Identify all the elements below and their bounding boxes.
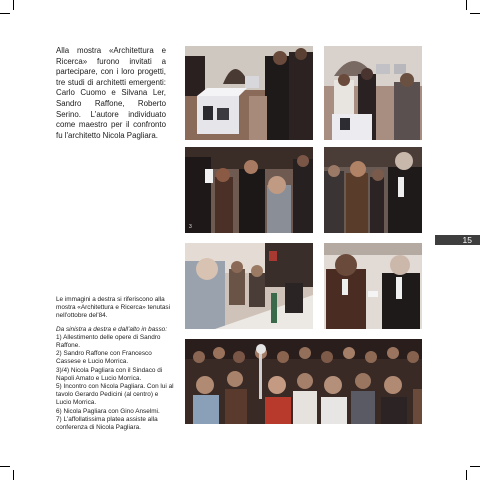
- caption-list: [56, 334, 174, 432]
- crop-mark: [466, 470, 467, 480]
- intro-paragraph: Alla mostra «Architettura e Ricerca» furono invitati a partecipare, con i loro progetti, tre studi di architetti emergenti: Carlo Cuomo e Silvana Ler, Sandro Raffone, Roberto Serino. L'autore individuato come maestro per il confronto fu l'architetto Nicola Pagliara.: [56, 46, 166, 140]
- photo-conference-table: [185, 243, 313, 329]
- caption-item: 2) Sandro Raffone con Francesco Cassese e Lucio Morrica.: [56, 350, 152, 366]
- crop-mark: [470, 13, 480, 14]
- caption-item: 5) Incontro con Nicola Pagliara. Con lui al tavolo Gerardo Pedicini (al centro) e Lucio Morrica.: [56, 383, 174, 407]
- crop-mark: [470, 466, 480, 467]
- caption-item: 1) Allestimento delle opere di Sandro Raffone.: [56, 333, 161, 350]
- caption-item: 7) L'affollatissima platea assiste alla conferenza di Nicola Pagliara.: [56, 415, 158, 432]
- caption-note: Le immagini a destra si riferiscono alla mostra «Architettura e Ricerca» tenutasi nell'ottobre del'84.: [56, 296, 171, 320]
- crop-mark: [0, 13, 10, 14]
- photo-captions: [56, 296, 174, 432]
- photo-pagliara-mayor: [324, 147, 422, 233]
- photo-crowded-audience: [185, 339, 422, 424]
- page-number-tab: 15: [435, 235, 480, 245]
- photo-installation-visitors: [324, 46, 422, 140]
- crop-mark: [0, 466, 10, 467]
- photo-pagliara-anselmi: [324, 243, 422, 329]
- crop-mark: [466, 0, 467, 10]
- crop-mark: [13, 470, 14, 480]
- caption-item: 6) Nicola Pagliara con Gino Anselmi.: [56, 407, 160, 415]
- photo-raffone-cassese-morrica: [185, 147, 313, 233]
- crop-mark: [13, 0, 14, 10]
- photo-number-label: 3: [189, 224, 192, 230]
- caption-heading: Da sinistra a destra e dall'alto in basso:: [56, 325, 167, 333]
- photo-exhibition-installation: [185, 46, 313, 140]
- caption-item: 3)/4) Nicola Pagliara con il Sindaco di Napoli Amato e Lucio Morrica.: [56, 366, 163, 382]
